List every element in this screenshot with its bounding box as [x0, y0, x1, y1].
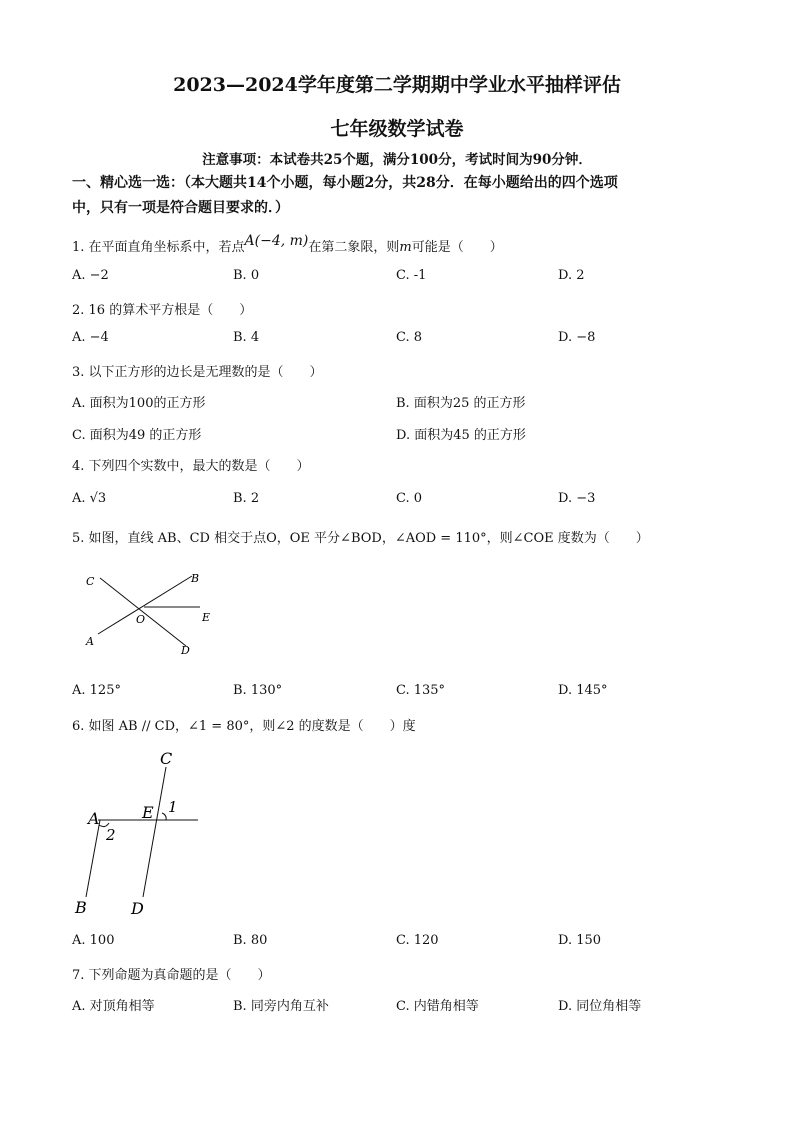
question-2-option-a[interactable]: A. −4 [72, 330, 109, 345]
question-2-stem: 2. 16 的算术平方根是（ ） [72, 303, 253, 318]
question-4-stem: 4. 下列四个实数中，最大的数是（ ） [72, 459, 310, 474]
question-4-option-a[interactable]: A. √3 [72, 491, 107, 506]
question-7-option-d[interactable]: D. 同位角相等 [558, 999, 642, 1014]
question-5-option-c[interactable]: C. 135° [396, 683, 446, 698]
label-2: 2 [106, 826, 116, 844]
question-5-stem: 5. 如图，直线 AB、CD 相交于点O，OE 平分∠BOD，∠AOD = 110°，则∠COE 度数为（ ） [72, 531, 649, 546]
label-b: B [191, 572, 200, 585]
question-3-option-b[interactable]: B. 面积为25 的正方形 [396, 396, 526, 411]
section-heading-line2: 中，只有一项是符合题目要求的．） [72, 200, 289, 216]
question-3-option-c[interactable]: C. 面积为49 的正方形 [72, 428, 202, 443]
label-b: B [75, 898, 87, 917]
exam-subtitle: 七年级数学试卷 [330, 118, 464, 140]
question-6-option-d[interactable]: D. 150 [558, 933, 602, 948]
exam-title: 2023—2024学年度第二学期期中学业水平抽样评估 [173, 74, 621, 96]
section-heading-line1: 一、精心选一选：（本大题共14个小题，每小题2分，共28分．在每小题给出的四个选项 [72, 175, 618, 191]
question-7-option-c[interactable]: C. 内错角相等 [396, 999, 479, 1014]
angle-1-arc [162, 813, 166, 820]
question-1-stem-a: 1. 在平面直角坐标系中，若点 [72, 240, 245, 255]
label-a: A [86, 635, 94, 648]
question-1-option-b[interactable]: B. 0 [233, 268, 260, 283]
question-4-option-c[interactable]: C. 0 [396, 491, 423, 506]
question-6-option-c[interactable]: C. 120 [396, 933, 439, 948]
question-7-option-b[interactable]: B. 同旁内角互补 [233, 999, 329, 1014]
question-5-option-a[interactable]: A. 125° [72, 683, 121, 698]
label-1: 1 [168, 798, 178, 816]
question-1-stem-b: 在第二象限，则 [308, 240, 400, 255]
question-1-point: A(−4, m) [244, 233, 309, 249]
label-d: D [131, 899, 144, 918]
question-4-option-b[interactable]: B. 2 [233, 491, 260, 506]
label-c: C [160, 749, 173, 768]
question-2-option-c[interactable]: C. 8 [396, 330, 423, 345]
question-4-option-d[interactable]: D. −3 [558, 491, 596, 506]
question-1-stem-c: 可能是（ ） [411, 240, 503, 255]
label-o: O [136, 613, 146, 626]
label-e: E [142, 803, 154, 822]
label-d: D [181, 644, 190, 657]
question-1-stem [72, 233, 503, 255]
question-2-option-b[interactable]: B. 4 [233, 330, 260, 345]
line-cd [143, 767, 166, 897]
label-e: E [202, 611, 211, 624]
exam-notice: 注意事项：本试卷共25个题，满分100分，考试时间为90分钟． [202, 152, 592, 168]
line-ab [86, 820, 100, 897]
question-1-option-c[interactable]: C. -1 [396, 268, 427, 283]
question-2-option-d[interactable]: D. −8 [558, 330, 596, 345]
question-7-stem: 7. 下列命题为真命题的是（ ） [72, 968, 271, 983]
question-1-option-a[interactable]: A. −2 [72, 268, 109, 283]
question-5-option-d[interactable]: D. 145° [558, 683, 608, 698]
question-5-option-b[interactable]: B. 130° [233, 683, 283, 698]
question-3-option-a[interactable]: A. 面积为100的正方形 [72, 396, 206, 411]
label-a: A [88, 809, 100, 828]
question-6-option-a[interactable]: A. 100 [72, 933, 115, 948]
label-c: C [86, 575, 95, 588]
question-1-option-d[interactable]: D. 2 [558, 268, 585, 283]
question-1-var: m [399, 240, 412, 255]
question-6-option-b[interactable]: B. 80 [233, 933, 268, 948]
question-3-option-d[interactable]: D. 面积为45 的正方形 [396, 428, 526, 443]
question-6-stem: 6. 如图 AB // CD，∠1 = 80°，则∠2 的度数是（ ）度 [72, 719, 416, 734]
question-6-figure [70, 745, 205, 920]
question-5-figure [80, 566, 220, 658]
question-3-stem: 3. 以下正方形的边长是无理数的是（ ） [72, 365, 323, 380]
question-7-option-a[interactable]: A. 对顶角相等 [72, 999, 155, 1014]
